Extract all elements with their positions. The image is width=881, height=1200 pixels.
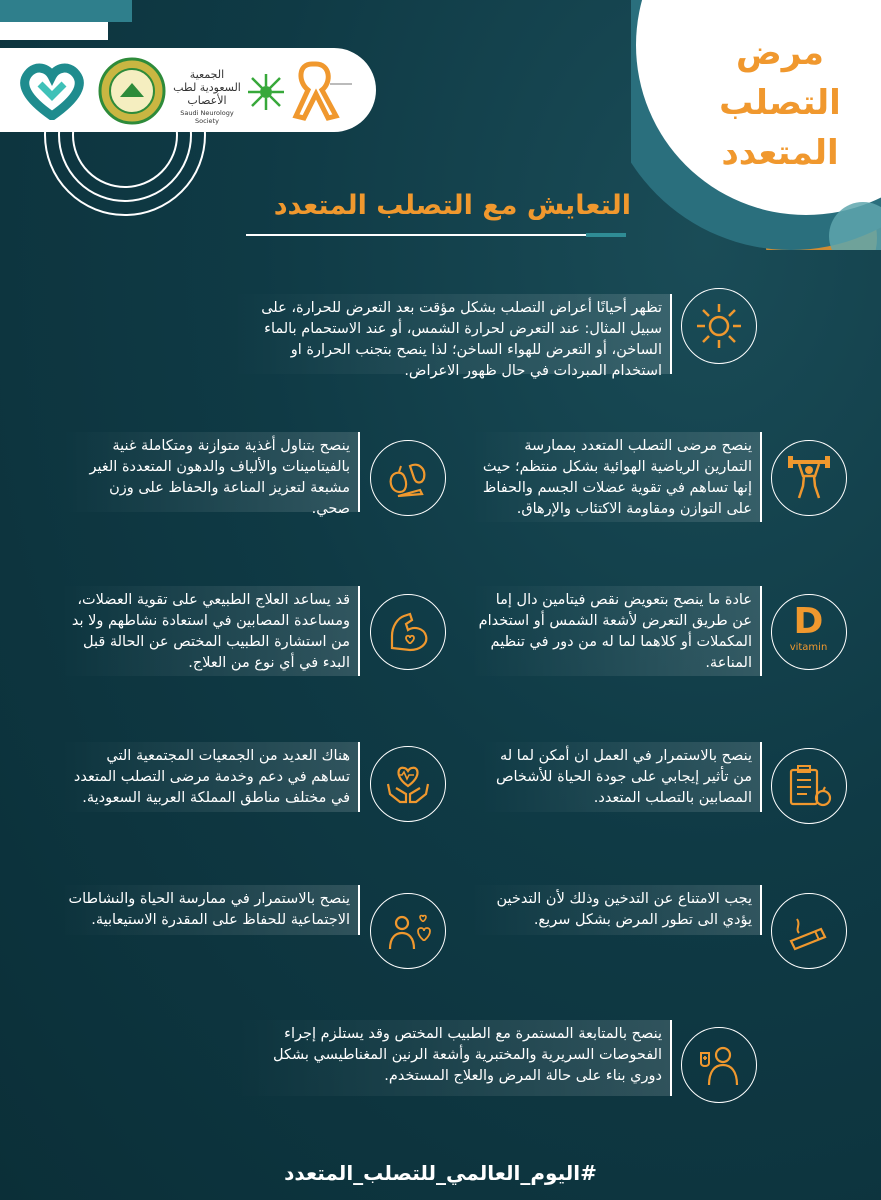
ms-title-line1: مرض <box>736 33 824 73</box>
ms-title-line3: المتعدد <box>721 133 839 173</box>
clipboard-icon <box>785 762 833 810</box>
muscle-icon <box>384 608 432 656</box>
saudi-neurology-ar: الجمعية السعودية لطب الأعصاب <box>173 68 241 107</box>
tip-exercise: ينصح مرضى التصلب المتعدد بممارسة التمارين الرياضية الهوائية بشكل منتظم؛ حيث إنها تساهم في تقوية عضلات الجسم والحفاظ على التوازن ومقاومة الاكتئاب والإرهاق. <box>470 432 762 522</box>
food-icon <box>384 454 432 502</box>
university-seal-icon <box>98 57 166 125</box>
title-underline-accent <box>586 233 626 237</box>
tip-nutrition: ينصح بتناول أغذية متوازنة ومتكاملة غنية بالفيتامينات والألياف والدهون المتعددة الغير مشبعة لتعزيز المناعة والحفاظ على وزن صحي. <box>60 432 360 512</box>
tip-follow-up: ينصح بالمتابعة المستمرة مع الطبيب المختص وقد يستلزم إجراء الفحوصات السريرية والمختبرية وأشعة الرنين المغناطيسي بشكل دوري بناء على حالة المرض والعلاج المستخدم. <box>235 1020 672 1096</box>
care-hands-icon <box>384 760 432 808</box>
sun-icon-circle <box>681 288 757 364</box>
saudi-neurology-logo <box>172 68 242 125</box>
heart-logo-icon <box>16 62 88 120</box>
care-hands-icon-circle <box>370 746 446 822</box>
doctor-icon <box>695 1041 743 1089</box>
vitamin-d-icon: vitamin <box>789 642 828 653</box>
saudi-neurology-en: Saudi Neurology Society <box>180 109 234 125</box>
tip-communities: هناك العديد من الجمعيات المجتمعية التي تساهم في دعم وخدمة مرضى التصلب المتعدد في مختلف مناطق المملكة العربية السعودية. <box>60 742 360 812</box>
title-underline <box>246 234 626 236</box>
doctor-icon-circle <box>681 1027 757 1103</box>
tip-vitamin-d: عادة ما ينصح بتعويض نقص فيتامين دال إما عن طريق التعرض لأشعة الشمس أو استخدام المكملات أو كلاهما لما له من دور في تنظيم المناعة. <box>470 586 762 676</box>
tip-work: ينصح بالاستمرار في العمل ان أمكن لما له من تأثير إيجابي على جودة الحياة للأشخاص المصابين بالتصلب المتعدد. <box>480 742 762 812</box>
tip-social: ينصح بالاستمرار في ممارسة الحياة والنشاطات الاجتماعية للحفاظ على المقدرة الاستيعابية. <box>60 885 360 935</box>
muscle-icon-circle <box>370 594 446 670</box>
sun-icon <box>695 302 743 350</box>
hashtag-footer: #اليوم_العالمي_للتصلب_المتعدد <box>284 1161 597 1185</box>
no-smoking-icon <box>785 907 833 955</box>
orange-ribbon-logo-icon <box>290 60 356 122</box>
ms-title-line2: التصلب <box>719 83 841 123</box>
page-title: التعايش مع التصلب المتعدد <box>273 190 631 221</box>
vitamin-d-icon-circle <box>771 594 847 670</box>
social-icon <box>384 907 432 955</box>
no-smoking-icon-circle <box>771 893 847 969</box>
exercise-icon-circle <box>771 440 847 516</box>
exercise-icon <box>785 454 833 502</box>
neuron-logo-icon <box>244 70 288 114</box>
top-accent-bar <box>0 0 132 22</box>
top-white-bar <box>0 22 108 40</box>
ms-title <box>705 28 855 178</box>
tip-physiotherapy: قد يساعد العلاج الطبيعي على تقوية العضلات، ومساعدة المصابين في استعادة نشاطهم ولا بد من استشارة الطبيب المختص عن الحالة قبل البدء في أي نوع من العلاج. <box>60 586 360 676</box>
clipboard-icon-circle <box>771 748 847 824</box>
tip-smoking: يجب الامتناع عن التدخين وذلك لأن التدخين يؤدي الى تطور المرض بشكل سريع. <box>470 885 762 935</box>
vitamin-d-letter: D <box>793 601 824 642</box>
food-icon-circle <box>370 440 446 516</box>
social-icon-circle <box>370 893 446 969</box>
tip-heat: تظهر أحيانًا أعراض التصلب بشكل مؤقت بعد التعرض للحرارة، على سبيل المثال: عند التعرض لحرارة الشمس، أو عند الاستحمام بالماء الساخن، أو التعرض للهواء الساخن؛ لذا ينصح بتجنب الحرارة او استخدام المبردات في حال ظهور الاعراض. <box>230 294 672 374</box>
